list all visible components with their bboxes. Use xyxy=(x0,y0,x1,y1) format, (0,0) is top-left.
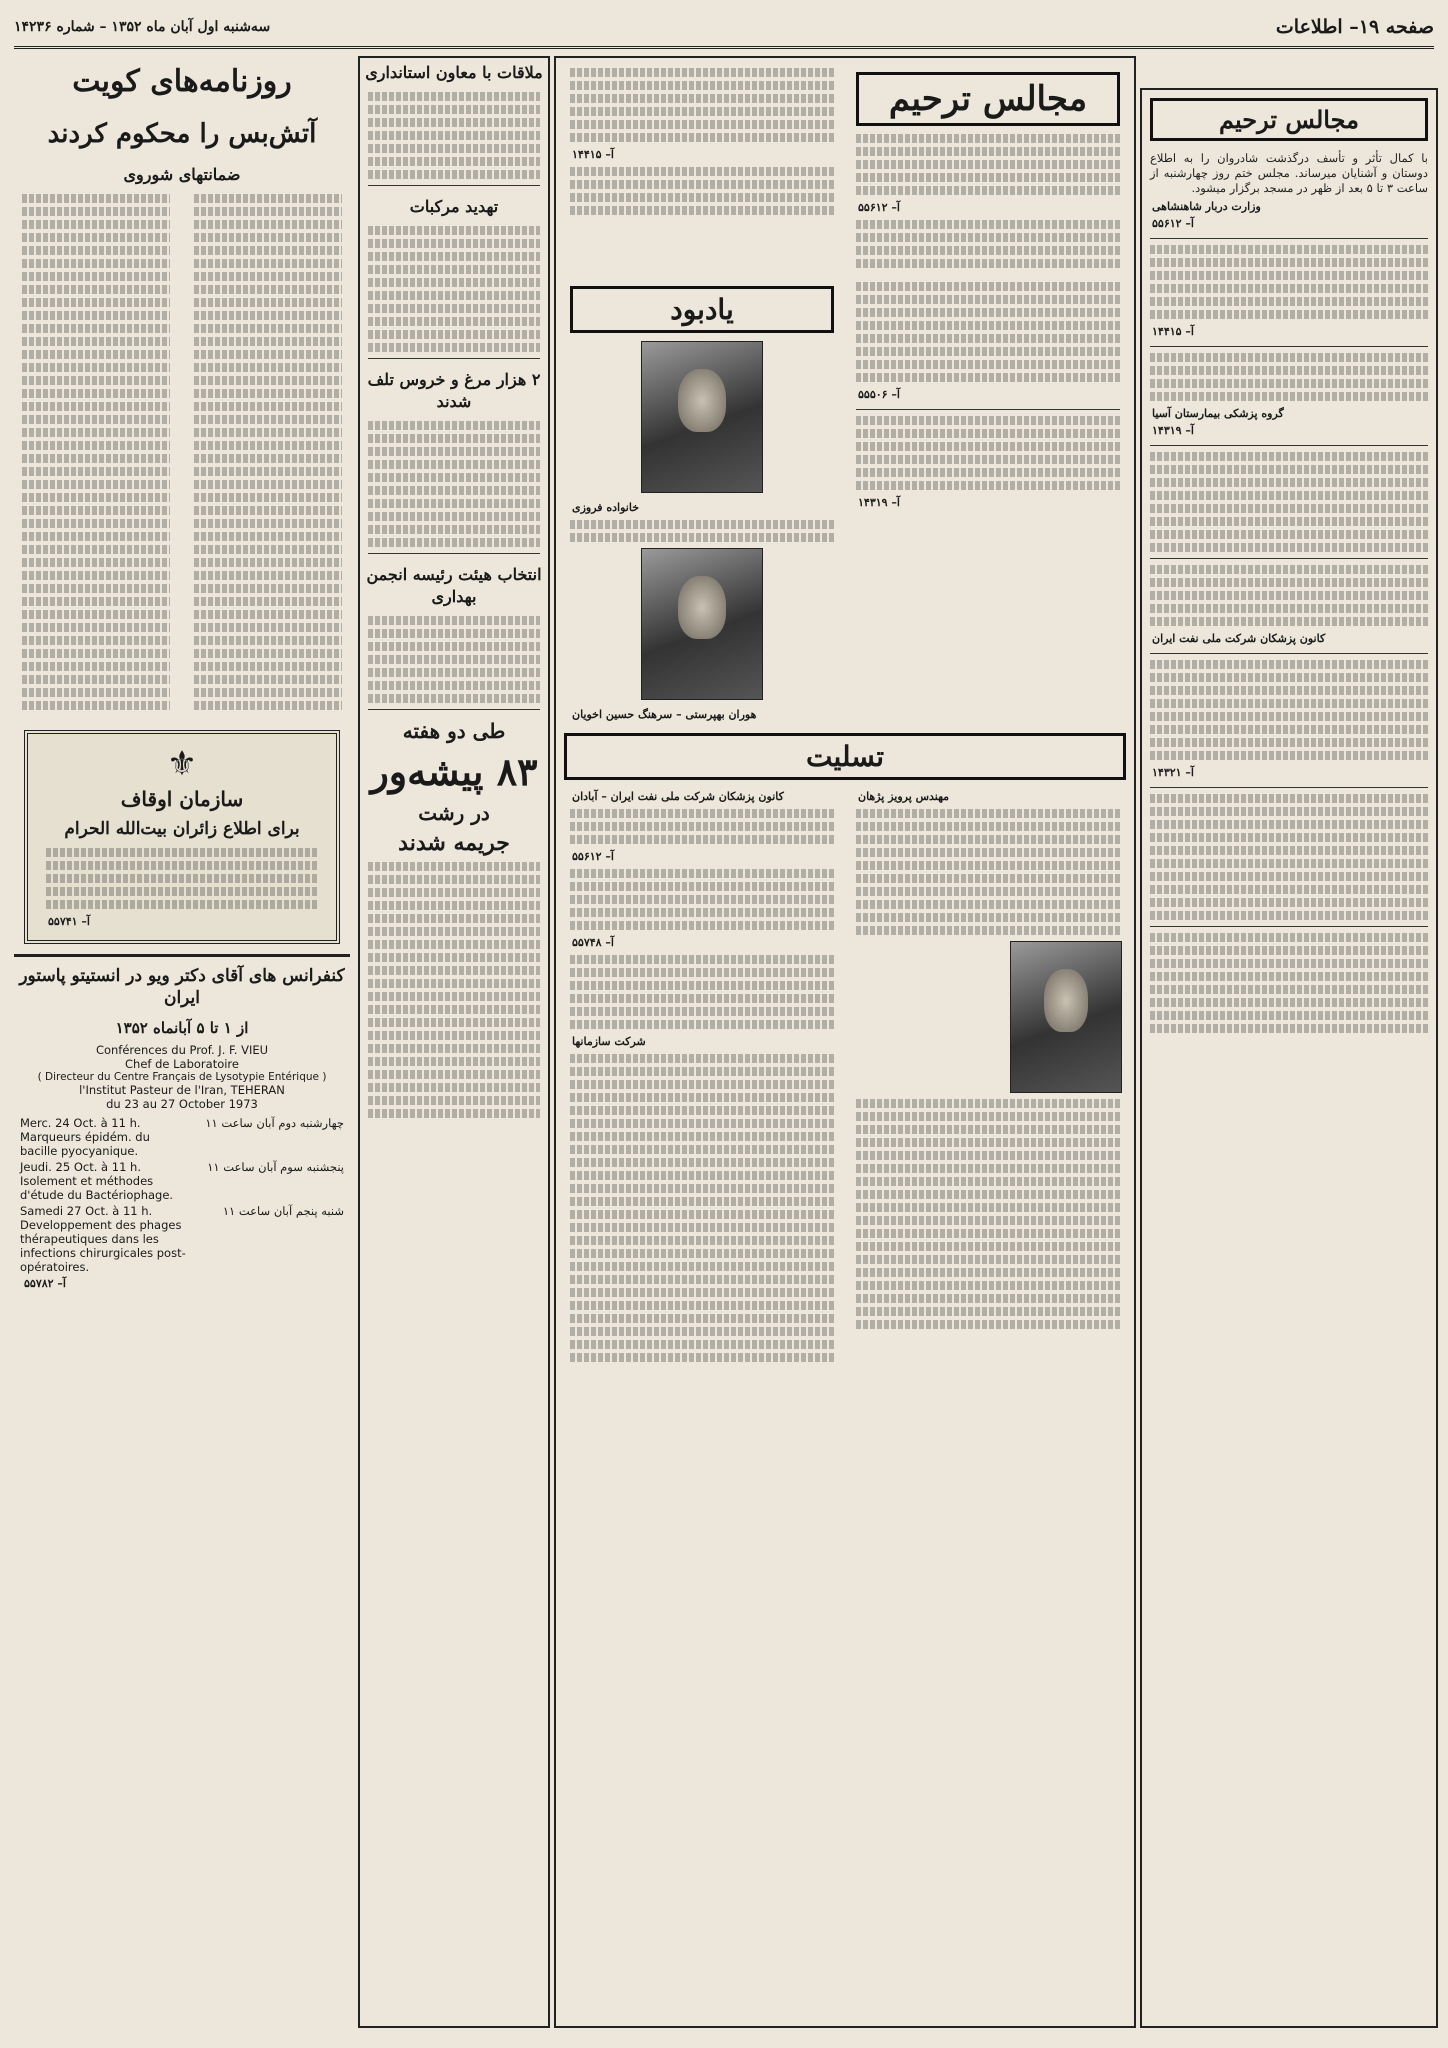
conference-fr-dates: du 23 au 27 October 1973 xyxy=(106,1097,258,1111)
portrait-photo xyxy=(641,341,763,493)
ad-code: آ– ۱۴۳۲۱ xyxy=(1152,766,1194,779)
ad-code: آ– ۱۴۴۱۵ xyxy=(572,148,614,161)
conference-fr-role: Chef de Laboratoire xyxy=(125,1057,239,1071)
headline-sub: جریمه شدند xyxy=(398,830,510,856)
memorial-title: یادبود xyxy=(570,286,834,333)
ad-code: آ– ۵۵۷۴۸ xyxy=(572,936,614,949)
schedule-topic: Marqueurs épidém. du bacille pyocyanique. xyxy=(20,1130,150,1158)
schedule-row xyxy=(14,1203,350,1275)
kuwait-headline-2: آتش‌بس را محکوم کردند xyxy=(47,119,317,149)
article-title: ملاقات با معاون استانداری xyxy=(365,63,543,82)
schedule-topic: Isolement et méthodes d'étude du Bactériophage. xyxy=(20,1174,174,1202)
ad-code: آ– ۱۴۳۱۹ xyxy=(1152,424,1194,437)
condolence-title: تسلیت xyxy=(564,733,1126,780)
schedule-day-fr: Samedi 27 Oct. à 11 h. xyxy=(20,1204,153,1218)
person-name: مهندس پرویز پژهان xyxy=(858,790,950,803)
portrait-photo xyxy=(1010,941,1122,1093)
date-line: سه‌شنبه اول آبان ماه ۱۳۵۲ – شماره ۱۴۲۳۶ xyxy=(14,19,271,35)
schedule-day-fa: شنبه پنجم آبان ساعت ۱۱ xyxy=(222,1204,344,1218)
conference-fr-title: Conférences du Prof. J. F. VIEU xyxy=(95,1043,269,1057)
news-column xyxy=(358,56,550,2028)
ad-code: آ– ۵۵۶۱۲ xyxy=(1152,217,1194,230)
article-title: انتخاب هیئت رئیسه انجمن بهداری xyxy=(366,565,542,606)
portrait-photo xyxy=(641,548,763,700)
schedule xyxy=(14,1115,350,1275)
ad-code: آ– ۵۵۶۱۲ xyxy=(858,201,900,214)
schedule-day-fr: Merc. 24 Oct. à 11 h. xyxy=(20,1116,141,1130)
group-name: وزارت دربار شاهنشاهی xyxy=(1152,200,1261,213)
schedule-day-fr: Jeudi. 25 Oct. à 11 h. xyxy=(20,1160,141,1174)
ad-code: آ– ۵۵۶۱۲ xyxy=(572,850,614,863)
ad-code: آ– ۵۵۷۸۲ xyxy=(24,1277,66,1290)
article-title: تهدید مرکبات xyxy=(409,197,499,216)
ad-code: آ– ۵۵۵۰۶ xyxy=(858,388,900,401)
org-name: شرکت سازمانها xyxy=(572,1035,646,1048)
schedule-day-fa: پنجشنبه سوم آبان ساعت ۱۱ xyxy=(207,1160,344,1174)
headline-sub: در رشت xyxy=(418,801,490,825)
conference-dates: از ۱ تا ۵ آبانماه ۱۳۵۲ xyxy=(115,1019,249,1037)
headline-prefix: طی دو هفته xyxy=(402,719,506,743)
ad-code: آ– ۵۵۷۴۱ xyxy=(48,915,90,928)
awqaf-title: برای اطلاع زائران بیت‌الله الحرام xyxy=(64,819,300,839)
schedule-topic: Developpement des phages thérapeutiques dans les infections chirurgicales post-opératoires. xyxy=(20,1218,186,1274)
obituary-text: با کمال تأثر و تأسف درگذشت شادروان را به اطلاع دوستان و آشنایان میرساند. مجلس ختم روز چهارشنبه از ساعت ۳ تا ۵ بعد از ظهر در مسجد برگزار میشود. xyxy=(1150,151,1428,195)
schedule-row xyxy=(14,1159,350,1203)
ad-code: آ– ۱۴۳۱۹ xyxy=(858,496,900,509)
group-name: کانون پزشکان شرکت ملی نفت ایران xyxy=(1152,632,1326,645)
obituaries-column xyxy=(554,56,1136,2028)
awqaf-org: سازمان اوقاف xyxy=(120,787,244,811)
kuwait-headline: روزنامه‌های کویت xyxy=(72,64,292,99)
right-column xyxy=(1140,88,1438,2028)
article-title: ۲ هزار مرغ و خروس تلف شدند xyxy=(367,370,541,411)
awqaf-ad xyxy=(24,730,340,944)
group-name: گروه پزشکی بیمارستان آسیا xyxy=(1152,407,1284,420)
left-column xyxy=(14,56,350,2028)
family-name: خانواده فروزی xyxy=(572,501,640,514)
masthead xyxy=(14,8,1434,49)
newspaper-page xyxy=(14,8,1434,2038)
conference-fr-centre: ( Directeur du Centre Français de Lysotypie Entérique ) xyxy=(37,1071,327,1083)
org-name: کانون پزشکان شرکت ملی نفت ایران – آبادان xyxy=(572,790,784,803)
mourning-title: مجالس ترحیم xyxy=(856,72,1120,126)
headline-main: ۸۳ پیشه‌ور xyxy=(370,749,538,794)
ad-code: آ– ۱۴۴۱۵ xyxy=(1152,325,1194,338)
conference-title: کنفرانس های آقای دکتر ویو در انستیتو پاستور ایران xyxy=(19,966,345,1008)
page-label: صفحه ۱۹– اطلاعات xyxy=(1275,16,1434,38)
conference-fr-place: l'Institut Pasteur de l'Iran, TEHERAN xyxy=(79,1083,285,1097)
conference-ad xyxy=(14,954,350,1292)
emblem-icon: ⚜ xyxy=(166,744,198,784)
right-column-title: مجالس ترحیم xyxy=(1150,98,1428,141)
schedule-day-fa: چهارشنبه دوم آبان ساعت ۱۱ xyxy=(205,1116,344,1130)
schedule-row xyxy=(14,1115,350,1159)
kuwait-subhead: ضمانتهای شوروی xyxy=(123,165,241,184)
family-name: هوران بهپرستی – سرهنگ حسین اخویان xyxy=(572,708,757,721)
